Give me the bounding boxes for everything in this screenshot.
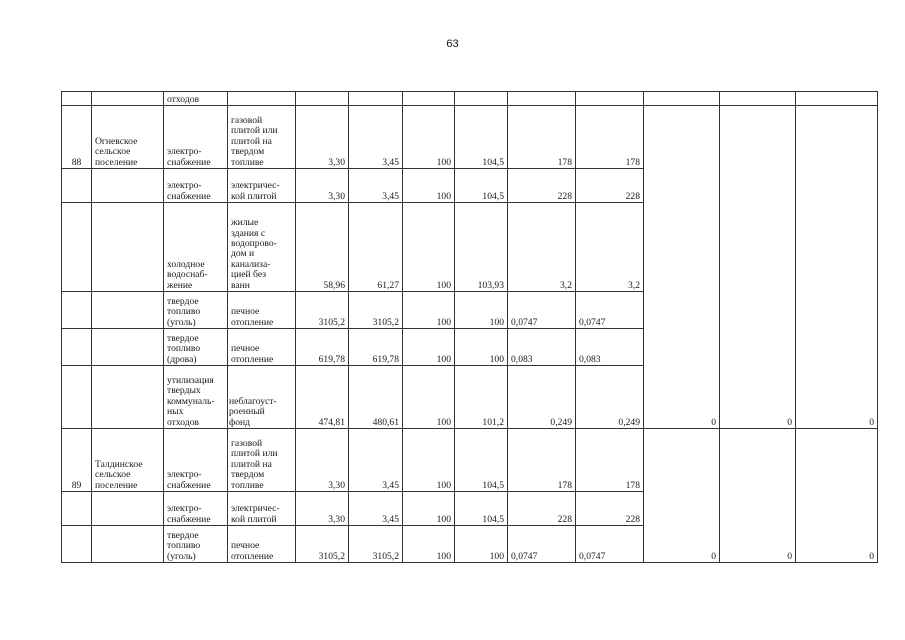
cell-service: твердое топливо (уголь): [164, 292, 228, 329]
right-value-3: 0: [796, 429, 878, 563]
cell-value-1: 619,78: [296, 329, 349, 366]
cell-value-4: 100: [455, 292, 508, 329]
cell-value-4: 100: [455, 526, 508, 563]
cell-value-5: 0,249: [508, 366, 576, 429]
right-value-1: 0: [644, 429, 720, 563]
cell-value-3: 100: [403, 329, 455, 366]
cell-value-4: 101,2: [455, 366, 508, 429]
cell-value-1: 58,96: [296, 203, 349, 292]
cell-type: печное отопление: [228, 526, 296, 563]
cell-service: электро- снабжение: [164, 429, 228, 492]
cell-value-3: 100: [403, 292, 455, 329]
cell-value-3: 100: [403, 429, 455, 492]
cell-value-1: 3,30: [296, 429, 349, 492]
cell-service: отходов: [164, 92, 228, 106]
cell-value-5: 228: [508, 492, 576, 526]
table-row: [62, 106, 878, 169]
cell-value-2: 3,45: [349, 169, 403, 203]
cell-value-3: 100: [403, 169, 455, 203]
cell-value-2: 3,45: [349, 106, 403, 169]
cell-value-4: 103,93: [455, 203, 508, 292]
cell-value-6: 228: [576, 169, 644, 203]
cell-value-3: 100: [403, 203, 455, 292]
cell-value-2: 619,78: [349, 329, 403, 366]
cell-value-3: 100: [403, 366, 455, 429]
cell-value-1: 3,30: [296, 169, 349, 203]
right-value-2: 0: [720, 106, 796, 429]
cell-service: твердое топливо (уголь): [164, 526, 228, 563]
cell-value-6: 0,083: [576, 329, 644, 366]
cell-value-6: 178: [576, 106, 644, 169]
row-index: 89: [62, 429, 92, 492]
right-value-3: 0: [796, 106, 878, 429]
cell-type: печное отопление: [228, 292, 296, 329]
cell-type: жилые здания с водопрово- дом и канализа- цией без ванн: [228, 203, 296, 292]
cell-service: холодное водоснаб- жение: [164, 203, 228, 292]
cell-value-2: 3,45: [349, 429, 403, 492]
cell-service: электро- снабжение: [164, 169, 228, 203]
cell-type: электричес- кой плитой: [228, 169, 296, 203]
cell-service: электро- снабжение: [164, 106, 228, 169]
cell-value-6: 3,2: [576, 203, 644, 292]
cell-type: неблагоуст- роенный фонд: [228, 366, 296, 429]
cell-value-5: 0,083: [508, 329, 576, 366]
cell-value-2: 61,27: [349, 203, 403, 292]
cell-value-5: 0,0747: [508, 526, 576, 563]
cell-value-3: 100: [403, 106, 455, 169]
right-value-2: 0: [720, 429, 796, 563]
cell-value-1: 3105,2: [296, 526, 349, 563]
table-row-continuation: [62, 92, 878, 106]
tariff-table: [61, 91, 878, 563]
row-index: 88: [62, 106, 92, 169]
cell-service: электро- снабжение: [164, 492, 228, 526]
cell-value-6: 228: [576, 492, 644, 526]
cell-value-5: 3,2: [508, 203, 576, 292]
cell-value-1: 3105,2: [296, 292, 349, 329]
cell-value-3: 100: [403, 526, 455, 563]
cell-service: твердое топливо (дрова): [164, 329, 228, 366]
cell-value-5: 178: [508, 429, 576, 492]
cell-value-1: 3,30: [296, 492, 349, 526]
cell-type: печное отопление: [228, 329, 296, 366]
cell-value-5: 0,0747: [508, 292, 576, 329]
cell-value-4: 104,5: [455, 492, 508, 526]
cell-value-6: 0,0747: [576, 292, 644, 329]
cell-value-5: 228: [508, 169, 576, 203]
settlement-name: Огневское сельское поселение: [92, 106, 164, 169]
cell-value-1: 474,81: [296, 366, 349, 429]
cell-value-4: 104,5: [455, 429, 508, 492]
cell-value-6: 0,249: [576, 366, 644, 429]
page-number: 63: [446, 38, 459, 50]
cell-service: утилизация твердых коммуналь- ных отходов: [164, 366, 228, 429]
cell-value-2: 3105,2: [349, 292, 403, 329]
cell-value-4: 100: [455, 329, 508, 366]
right-value-1: 0: [644, 106, 720, 429]
cell-type: газовой плитой или плитой на твердом топливе: [228, 106, 296, 169]
cell-value-2: 480,61: [349, 366, 403, 429]
cell-value-2: 3105,2: [349, 526, 403, 563]
settlement-name: Талдинское сельское поселение: [92, 429, 164, 492]
cell-type: электричес- кой плитой: [228, 492, 296, 526]
cell-value-2: 3,45: [349, 492, 403, 526]
cell-value-6: 0,0747: [576, 526, 644, 563]
cell-value-4: 104,5: [455, 169, 508, 203]
cell-value-6: 178: [576, 429, 644, 492]
cell-value-4: 104,5: [455, 106, 508, 169]
cell-value-5: 178: [508, 106, 576, 169]
cell-type: газовой плитой или плитой на твердом топливе: [228, 429, 296, 492]
cell-value-3: 100: [403, 492, 455, 526]
table-row: [62, 429, 878, 492]
cell-value-1: 3,30: [296, 106, 349, 169]
